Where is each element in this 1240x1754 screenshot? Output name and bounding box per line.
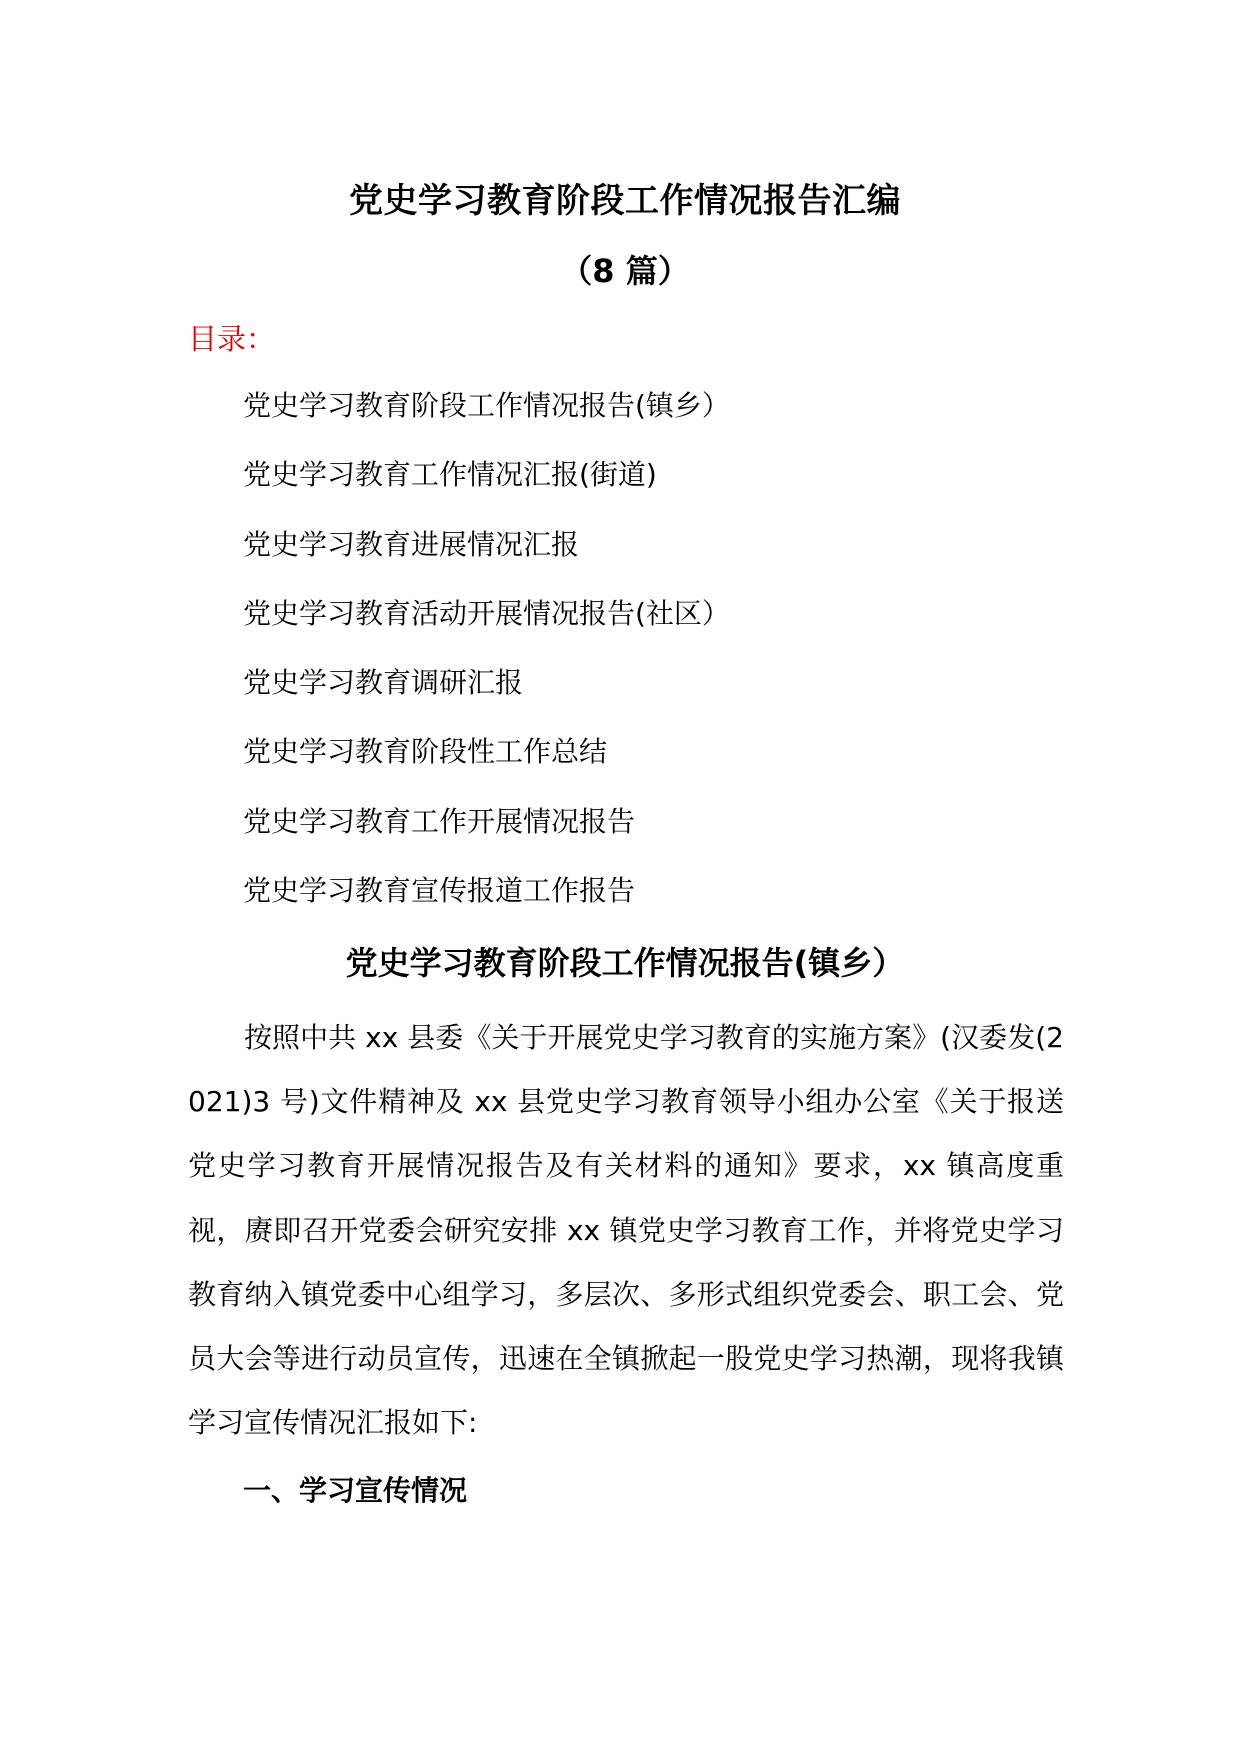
body-paragraph: 按照中共 xx 县委《关于开展党史学习教育的实施方案》(汉委发(2021)3 号)文件精神及 xx 县党史学习教育领导小组办公室《关于报送党史学习教育开展情况报告及有关材料的通知》要求，xx 镇高度重视，赓即召开党委会研究安排 xx 镇党史学习教育工作，并将党史学习教育纳入镇党委中心组学习，多层次、多形式组织党委会、职工会、党员大会等进行动员宣传，迅速在全镇掀起一股党史学习热潮，现将我镇学习宣传情况汇报如下: [188, 1021, 1064, 1440]
toc-heading: 目录： [188, 322, 276, 356]
toc-item: 党史学习教育调研汇报 [243, 666, 524, 700]
toc-item: 党史学习教育工作情况汇报(街道) [243, 458, 657, 492]
toc-item: 党史学习教育宣传报道工作报告 [243, 874, 636, 908]
toc-item: 党史学习教育阶段性工作总结 [243, 735, 608, 769]
toc-item: 党史学习教育活动开展情况报告(社区） [243, 596, 730, 630]
toc-item: 党史学习教育工作开展情况报告 [243, 804, 636, 838]
document-title: 党史学习教育阶段工作情况报告汇编 [349, 181, 901, 221]
toc-item: 党史学习教育进展情况汇报 [243, 527, 580, 561]
toc-item: 党史学习教育阶段工作情况报告(镇乡） [243, 389, 730, 422]
section-subheading: 一、学习宣传情况 [243, 1474, 468, 1507]
section-title: 党史学习教育阶段工作情况报告(镇乡） [345, 944, 905, 982]
document-subtitle: （8 篇） [560, 252, 690, 290]
table-of-contents [243, 383, 730, 937]
